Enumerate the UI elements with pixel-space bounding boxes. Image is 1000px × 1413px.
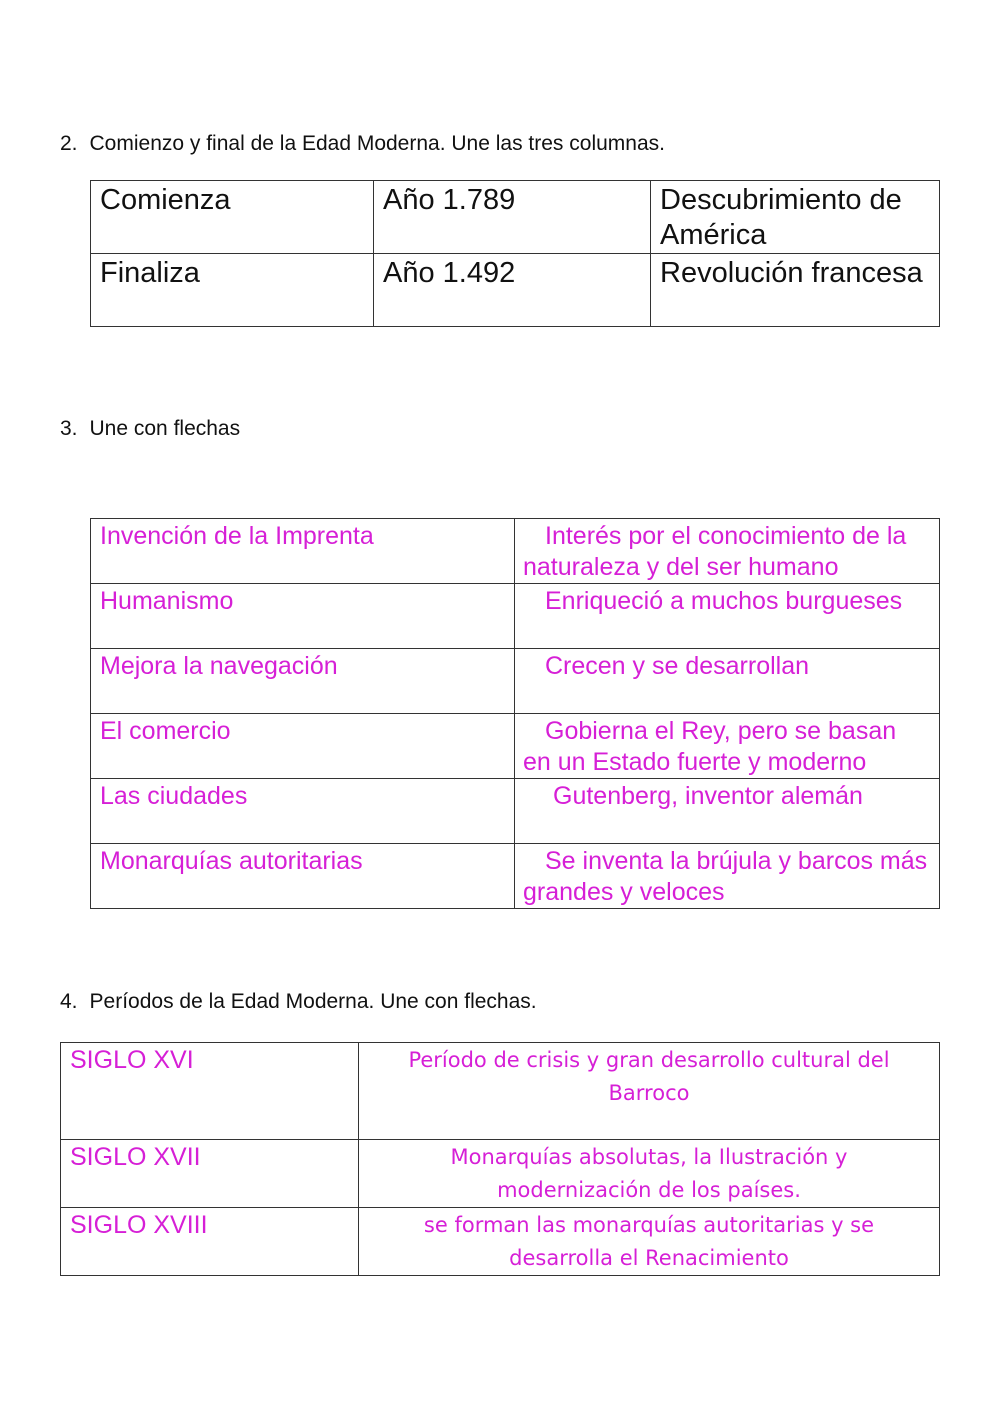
table-row: [91, 254, 940, 327]
table-cell: Descubrimiento de América: [651, 181, 940, 254]
table-cell: El comercio: [91, 714, 515, 779]
eras-table: [90, 180, 940, 327]
table-row: [91, 844, 940, 909]
table-row: [91, 519, 940, 584]
table-cell: Monarquías autoritarias: [91, 844, 515, 909]
periods-table: [60, 1042, 940, 1276]
question-4-text: Períodos de la Edad Moderna. Une con flechas.: [89, 990, 537, 1013]
table-cell: Finaliza: [91, 254, 374, 327]
table-cell: Año 1.789: [374, 181, 651, 254]
table-row: [91, 584, 940, 649]
question-2-number: 2.: [60, 132, 78, 155]
table-cell: Crecen y se desarrollan: [515, 649, 940, 714]
table-row: [61, 1140, 940, 1208]
table-cell: Humanismo: [91, 584, 515, 649]
table-cell: Monarquías absolutas, la Ilustración y modernización de los países.: [359, 1140, 940, 1208]
table-cell: Las ciudades: [91, 779, 515, 844]
table-cell: SIGLO XVI: [61, 1043, 359, 1140]
table-row: [91, 649, 940, 714]
question-2-heading: [60, 131, 665, 157]
question-4-heading: [60, 989, 537, 1015]
table-cell: Período de crisis y gran desarrollo cultural del Barroco: [359, 1043, 940, 1140]
question-2-text: Comienzo y final de la Edad Moderna. Une las tres columnas.: [89, 132, 665, 155]
table-row: [91, 714, 940, 779]
table-cell: SIGLO XVII: [61, 1140, 359, 1208]
table-cell: SIGLO XVIII: [61, 1208, 359, 1276]
table-row: [91, 181, 940, 254]
table-cell: Revolución francesa: [651, 254, 940, 327]
table-cell: Gobierna el Rey, pero se basan en un Estado fuerte y moderno: [515, 714, 940, 779]
matching-table: [90, 518, 940, 909]
question-4-number: 4.: [60, 990, 78, 1013]
table-cell: Año 1.492: [374, 254, 651, 327]
table-cell: Gutenberg, inventor alemán: [515, 779, 940, 844]
question-3-heading: [60, 416, 240, 442]
table-row: [61, 1043, 940, 1140]
table-row: [91, 779, 940, 844]
table-cell: Mejora la navegación: [91, 649, 515, 714]
question-3-number: 3.: [60, 417, 78, 440]
table-cell: se forman las monarquías autoritarias y se desarrolla el Renacimiento: [359, 1208, 940, 1276]
table-cell: Se inventa la brújula y barcos más grandes y veloces: [515, 844, 940, 909]
table-cell: Invención de la Imprenta: [91, 519, 515, 584]
table-row: [61, 1208, 940, 1276]
table-cell: Interés por el conocimiento de la naturaleza y del ser humano: [515, 519, 940, 584]
table-cell: Comienza: [91, 181, 374, 254]
table-cell: Enriqueció a muchos burgueses: [515, 584, 940, 649]
question-3-text: Une con flechas: [89, 417, 241, 440]
